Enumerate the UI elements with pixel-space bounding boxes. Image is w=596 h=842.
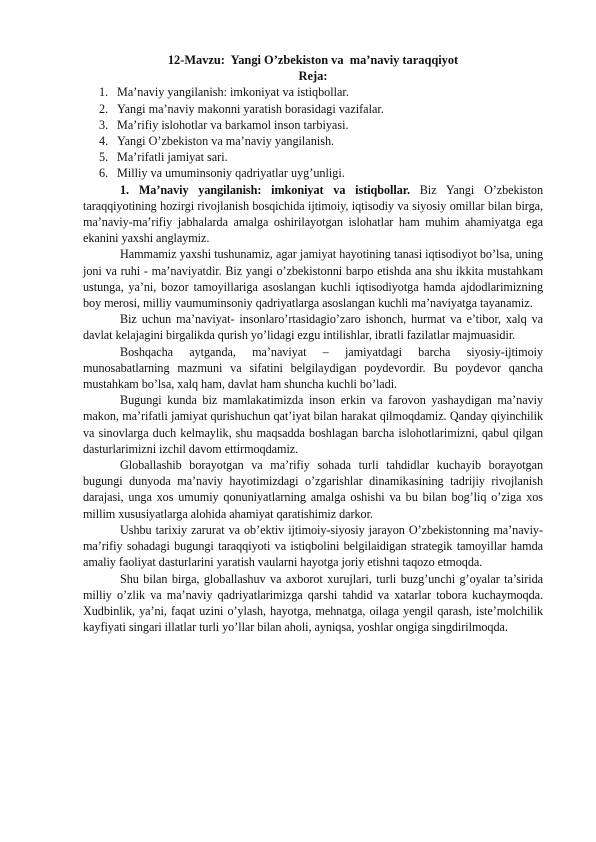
paragraph-7: Ushbu tarixiy zarurat va ob’ektiv ijtimoiy-siyosiy jarayon O’zbekistonning ma’naviy-ma’rifiy sohadagi bugungi taraqqiyoti va istiqbolini belgilaidigan strategik tamoyillar hamda amaliy faoliyat dasturlarini yaratish vaularni hayotga joriy etishni taqozo etmoqda. (83, 522, 543, 570)
plan-item (99, 117, 543, 133)
paragraph-text: Biz Yangi O’zbekiston taraqqiyotining hozirgi rivojlanish bosqichida ijtimoiy, iqtisodiy va siyosiy omillar bilan birga, ma’naviy-ma’rifiy jabhalarda amalga oshirilayotgan islohatlar ham muhim ahamiyatga ega ekanini yaxshi anglaymiz. (83, 182, 543, 246)
plan-list (83, 84, 543, 181)
plan-item-number: 3. (99, 117, 109, 132)
plan-item-text: Yangi O’zbekiston va ma’naviy yangilanish. (117, 134, 335, 149)
plan-item-text: Ma’naviy yangilanish: imkoniyat va istiqbollar. (117, 85, 349, 100)
plan-item-text: Ma’rifatli jamiyat sari. (117, 150, 228, 165)
paragraph-6: Globallashib borayotgan va ma’rifiy sohada turli tahdidlar kuchayib borayotgan bugungi dunyoda ma’naviy hayotimizdagi o’zgarishlar dinamikasining tadrijiy rivojlanish darajasi, unga xos umumiy qonuniyatlarning amalga oshishi va bu bilan bog’liq o’ziga xos millim xususiyatlarga alohida ahamiyat qaratishimiz darkor. (83, 458, 543, 521)
paragraph-5: Bugungi kunda biz mamlakatimizda inson erkin va farovon yashaydigan ma’naviy makon, ma’rifatli jamiyat qurishuchun qat’iyat bilan harakat qilmoqdamiz. Qanday qiyinchilik va sinovlarga duch kelmaylik, shu maqsadda boshlagan barcha islohotlarimizni, qabul qilgan dasturlarimizni izchil davom ettirmoqdamiz. (83, 393, 543, 456)
plan-item-number: 6. (99, 166, 109, 181)
plan-item (99, 165, 543, 181)
paragraph-8: Shu bilan birga, globallashuv va axborot xurujlari, turli buzg’unchi g’oyalar ta’sirida milliy o’zlik va ma’naviy qadriyatlarimizga qarshi tahdid va xatarlar tobora kuchaymoqda. Xudbinlik, ya’ni, faqat uzini o’ylash, hayotga, mehnatga, oilaga yengil qarash, iste’molchilik kayfiyati singari illatlar turli yo’llar bilan aholi, ayniqsa, yoshlar ongiga singdirilmoqda. (83, 571, 543, 635)
paragraph-1 (83, 182, 543, 247)
plan-item-number: 2. (99, 101, 109, 116)
plan-item-text: Milliy va umuminsoniy qadriyatlar uyg’unligi. (117, 166, 345, 181)
plan-item-number: 1. (99, 85, 109, 100)
plan-item-number: 5. (99, 150, 109, 165)
plan-item-text: Yangi ma’naviy makonni yaratish borasidagi vazifalar. (117, 101, 384, 116)
paragraph-4: Boshqacha aytganda, ma’naviyat – jamiyatdagi barcha siyosiy-ijtimoiy munosabatlarning mazmuni va sifatini belgilaydigan poydevordir. Bu poydevor qancha mustahkam bo’lsa, xalq ham, davlat ham shuncha kuchli bo’ladi. (83, 344, 543, 392)
document-page (83, 52, 543, 635)
plan-item-text: Ma’rifiy islohotlar va barkamol inson tarbiyasi. (117, 117, 349, 132)
section-heading: 1. Ma’naviy yangilanish: imkoniyat va istiqbollar. (120, 182, 410, 197)
plan-heading: Reja: (298, 69, 328, 84)
plan-item (99, 133, 543, 149)
plan-item (99, 84, 543, 100)
paragraph-3: Biz uchun ma’naviyat- insonlaro’rtasidagio’zaro ishonch, hurmat va e’tibor, xalq va davlat kelajagini birgalikda qurish yo’lidagi ezgu intilishlar, ibratli fazilatlar majmuasidir. (83, 312, 543, 343)
plan-item (99, 101, 543, 117)
plan-item (99, 149, 543, 165)
lecture-title: 12-Mavzu: Yangi O’zbekiston va ma’naviy taraqqiyot (167, 53, 459, 67)
paragraph-2: Hammamiz yaxshi tushunamiz, agar jamiyat hayotining tanasi iqtisodiyot bo’lsa, uning joni va ruhi - ma’naviyatdir. Biz yangi o’zbekistonni barpo etishda ana shu ikkita mustahkam ustunga, ya’ni, bozor tamoyillariga asoslangan kuchli iqtisodiyotga hamda ajdodlarimizning boy merosi, milliy vaumuminsoniy qadriyatlarga asoslangan kuchli ma’naviyatga tayanamiz. (83, 247, 543, 311)
plan-item-number: 4. (99, 134, 109, 149)
